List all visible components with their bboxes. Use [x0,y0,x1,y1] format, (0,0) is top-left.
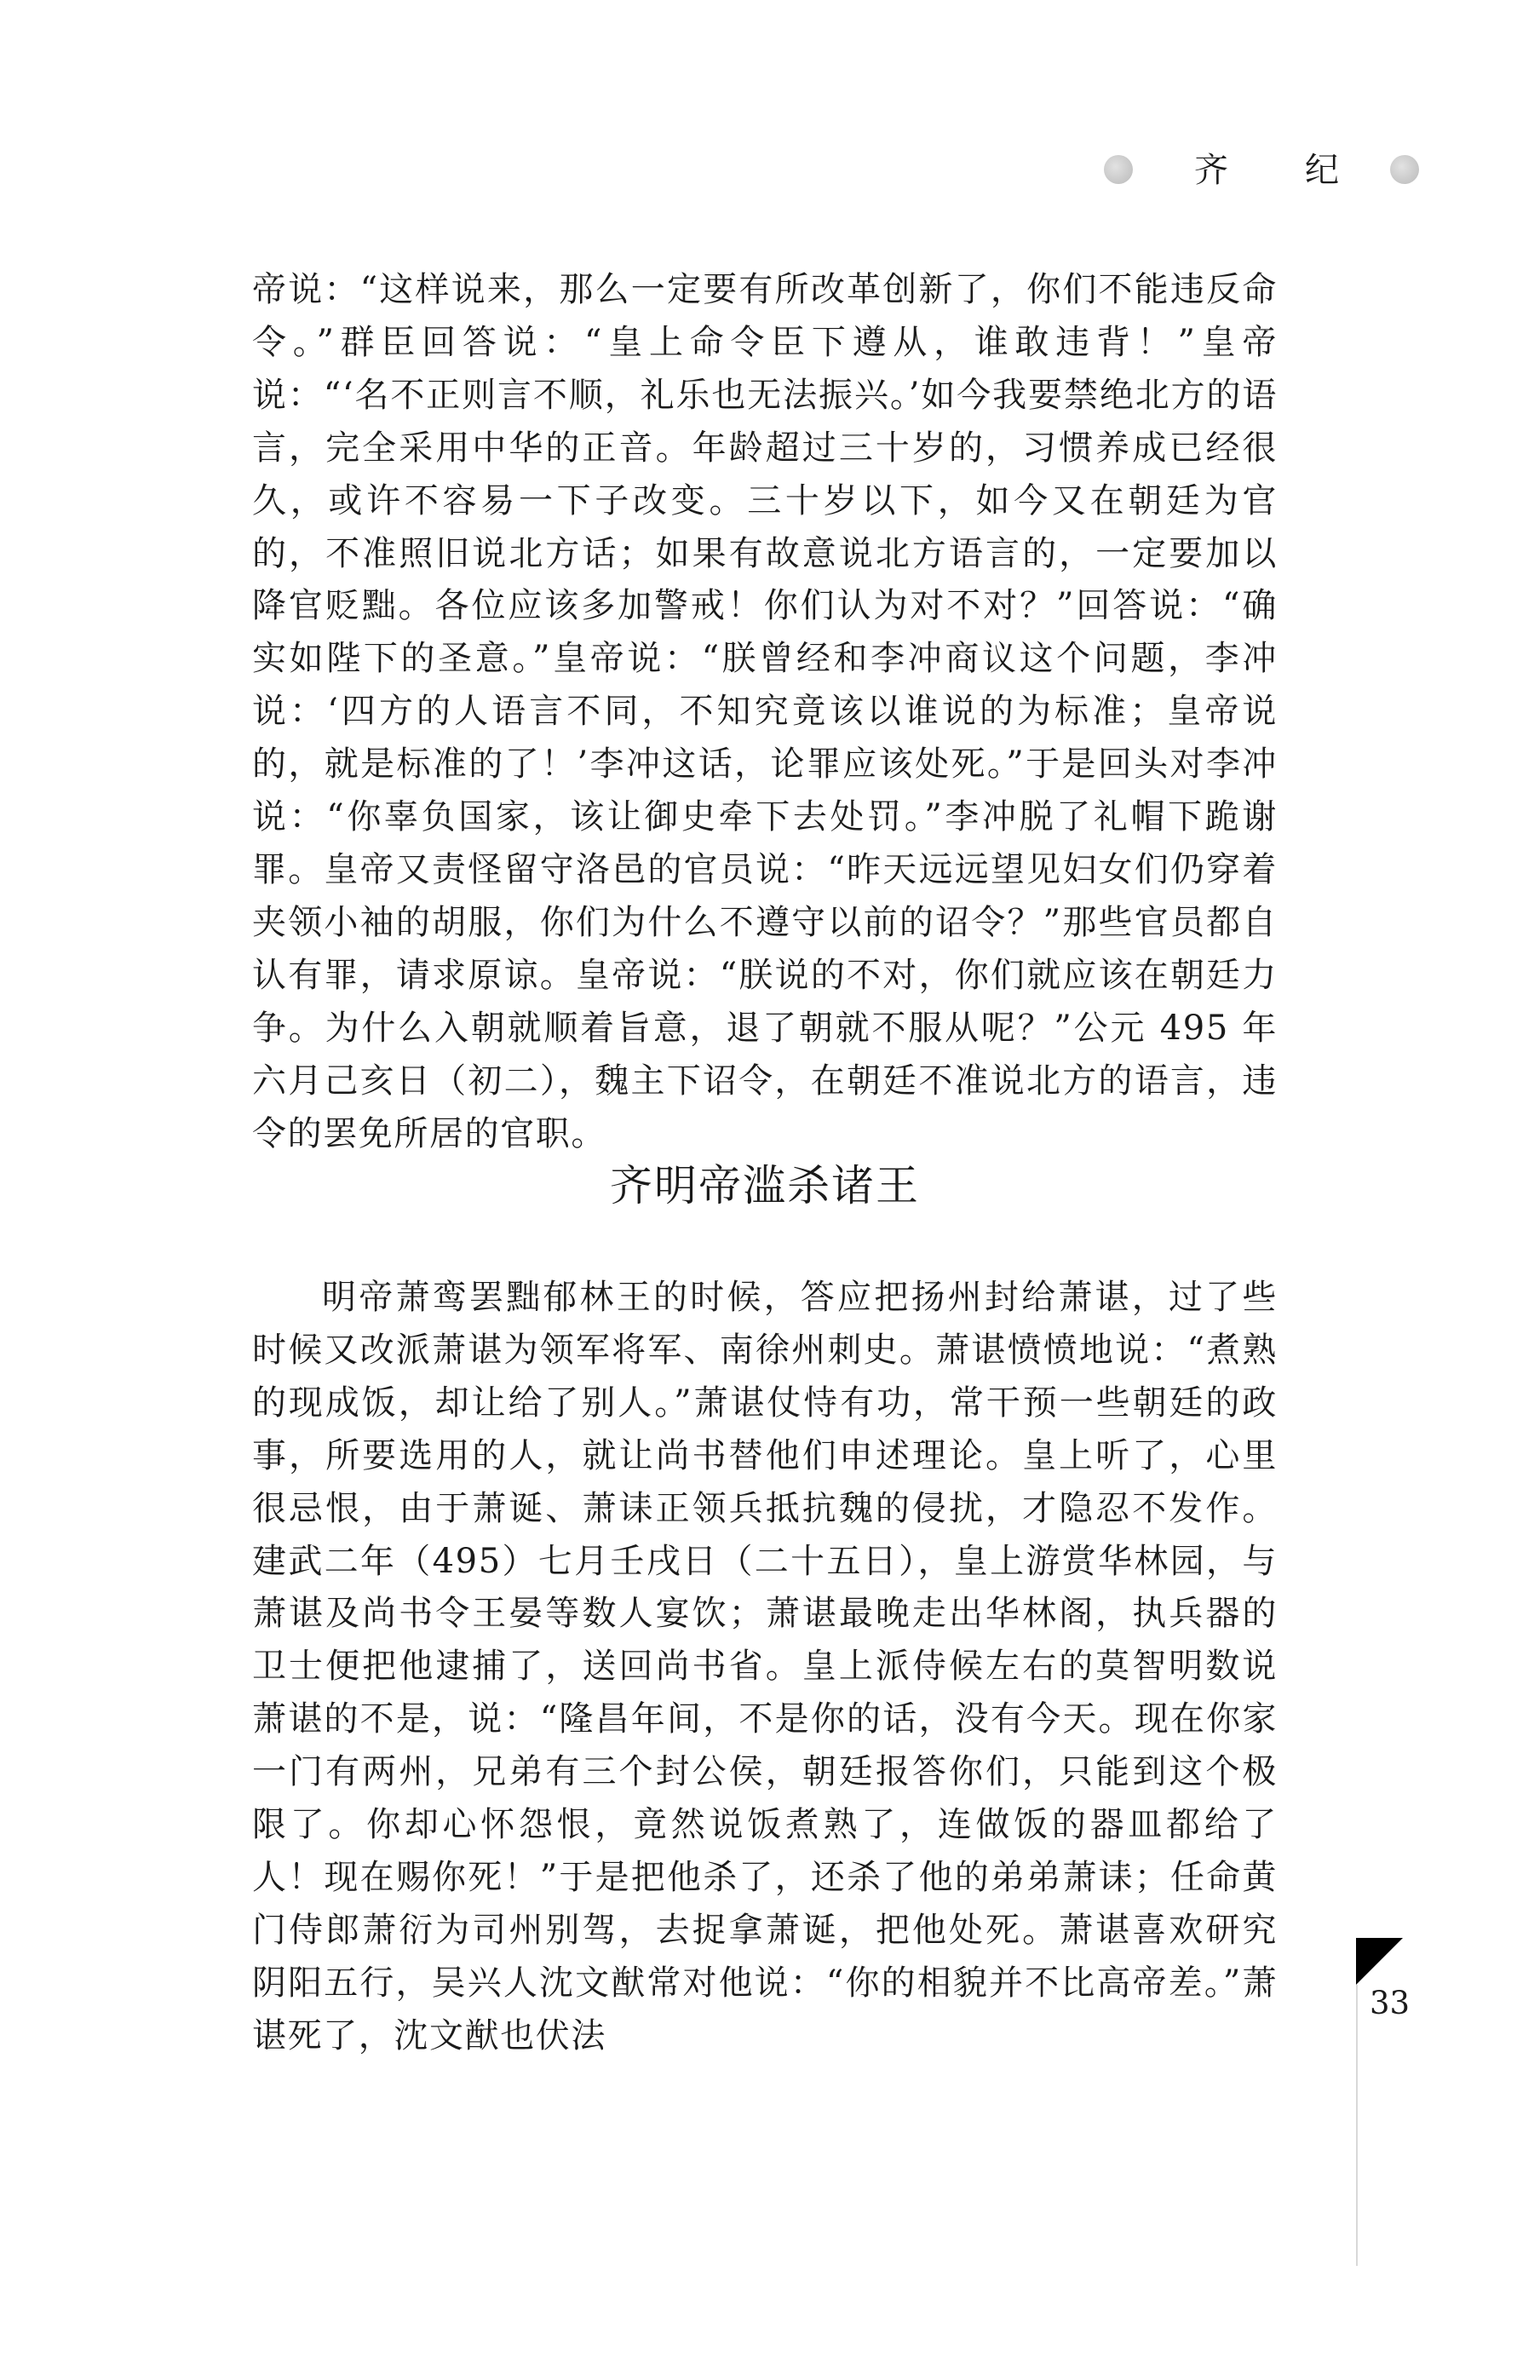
margin-rule [1356,1985,1358,2266]
body-paragraph-1: 帝说：“这样说来，那么一定要有所改革创新了，你们不能违反命令。”群臣回答说：“皇上命令臣下遵从，谁敢违背！”皇帝说：“‘名不正则言不顺，礼乐也无法振兴。’如今我要禁绝北方的语言，完全采用中华的正音。年龄超过三十岁的，习惯养成已经很久，或许不容易一下子改变。三十岁以下，如今又在朝廷为官的，不准照旧说北方话；如果有故意说北方语言的，一定要加以降官贬黜。各位应该多加警戒！你们认为对不对？”回答说：“确实如陛下的圣意。”皇帝说：“朕曾经和李冲商议这个问题，李冲说：‘四方的人语言不同，不知究竟该以谁说的为标准；皇帝说的，就是标准的了！’李冲这话，论罪应该处死。”于是回头对李冲说：“你辜负国家，该让御史牵下去处罚。”李冲脱了礼帽下跪谢罪。皇帝又责怪留守洛邑的官员说：“昨天远远望见妇女们仍穿着夹领小袖的胡服，你们为什么不遵守以前的诏令？”那些官员都自认有罪，请求原谅。皇帝说：“朕说的不对，你们就应该在朝廷力争。为什么入朝就顺着旨意，退了朝就不服从呢？”公元 495 年六月己亥日（初二），魏主下诏令，在朝廷不准说北方的语言，违令的罢免所居的官职。 [252,270,1278,1153]
body-paragraph-2: 明帝萧鸾罢黜郁林王的时候，答应把扬州封给萧谌，过了些时候又改派萧谌为领军将军、南徐州刺史。萧谌愤愤地说：“煮熟的现成饭，却让给了别人。”萧谌仗恃有功，常干预一些朝廷的政事，所要选用的人，就让尚书替他们申述理论。皇上听了，心里很忌恨，由于萧诞、萧诔正领兵抵抗魏的侵扰，才隐忍不发作。建武二年（495）七月壬戌日（二十五日），皇上游赏华林园，与萧谌及尚书令王晏等数人宴饮；萧谌最晚走出华林阁，执兵器的卫士便把他逮捕了，送回尚书省。皇上派侍候左右的莫智明数说萧谌的不是，说：“隆昌年间，不是你的话，没有今天。现在你家一门有两州，兄弟有三个封公侯，朝廷报答你们，只能到这个极限了。你却心怀怨恨，竟然说饭煮熟了，连做饭的器皿都给了人！现在赐你死！”于是把他杀了，还杀了他的弟弟萧诔；任命黄门侍郎萧衍为司州别驾，去捉拿萧诞，把他处死。萧谌喜欢研究阴阳五行，吴兴人沈文猷常对他说：“你的相貌并不比高帝差。”萧谌死了，沈文猷也伏法 [252,1278,1278,2055]
page-number: 33 [1370,1985,1411,2021]
header-chapter-char-2: 纪 [1305,151,1339,190]
running-header [1104,145,1428,199]
section-title: 齐明帝滥杀诸王 [610,1161,920,1210]
corner-marker-icon [1356,1938,1403,1985]
header-chapter-char-1: 齐 [1194,151,1228,190]
header-dot-right-icon [1390,155,1419,184]
header-dot-left-icon [1104,155,1133,184]
